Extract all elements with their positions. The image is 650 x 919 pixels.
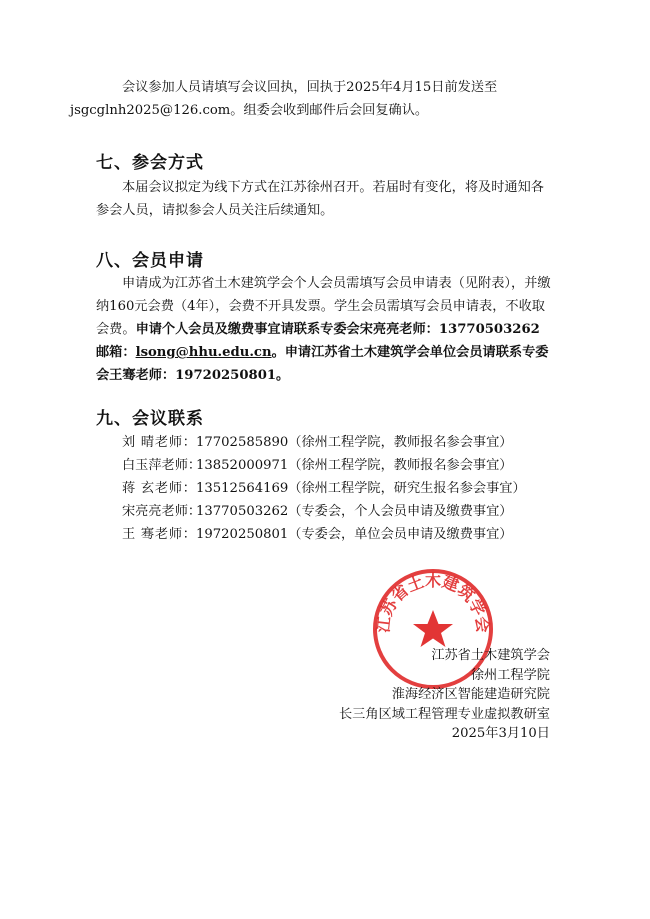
contact-detail: 13512564169（徐州工程学院，研究生报名参会事宜） xyxy=(196,481,526,496)
intro-line1: 会议参加人员请填写会议回执，回执于2025年4月15日前发送至 xyxy=(122,80,498,95)
signature-date: 2025年3月10日 xyxy=(451,726,550,741)
contact-name: 刘 晴老师： xyxy=(122,435,196,450)
contact-name: 蒋 玄老师： xyxy=(122,481,196,496)
section9-title: 九、会议联系 xyxy=(96,409,204,429)
section7-title: 七、参会方式 xyxy=(96,153,204,173)
contact-row xyxy=(122,525,512,545)
signature-block xyxy=(339,646,550,744)
star-icon xyxy=(413,610,453,647)
email-link[interactable]: lsong@hhu.edu.cn xyxy=(135,345,272,360)
contact-detail: 13852000971（徐州工程学院，教师报名参会事宜） xyxy=(196,458,513,473)
section8-plain: 申请成为江苏省土木建筑学会个人会员需填写会员申请表（见附表），并缴纳160元会费（4年），会费不开具发票。学生会员需填写会员申请表，不收取会费。 xyxy=(96,276,551,337)
seal-text: 江苏省土木建筑学会 xyxy=(373,571,493,634)
contact-name: 白玉萍老师： xyxy=(122,458,202,473)
signature-org4: 长三角区域工程管理专业虚拟教研室 xyxy=(339,706,550,722)
contact-row xyxy=(122,456,512,476)
intro-line2: jsgcglnh2025@126.com。组委会收到邮件后会回复确认。 xyxy=(70,103,429,118)
contact-detail: 17702585890（徐州工程学院，教师报名参会事宜） xyxy=(196,435,513,450)
contact-name: 宋亮亮老师： xyxy=(122,504,202,519)
contact-name: 王 骞老师： xyxy=(122,527,196,542)
signature-org2: 徐州工程学院 xyxy=(470,667,550,683)
contact-detail: 13770503262（专委会，个人会员申请及缴费事宜） xyxy=(196,504,513,519)
signature-org3: 淮海经济区智能建造研究院 xyxy=(391,687,550,702)
signature-org1: 江苏省土木建筑学会 xyxy=(431,648,550,663)
contact-row xyxy=(122,479,526,499)
contact-row xyxy=(122,502,512,522)
section8-text xyxy=(96,272,556,387)
section7-text: 本届会议拟定为线下方式在江苏徐州召开。若届时有变化，将及时通知各参会人员，请拟参会人员关注后续通知。 xyxy=(96,180,544,218)
contact-row xyxy=(122,433,512,453)
section8-title: 八、会员申请 xyxy=(96,251,204,271)
section8-bold-2: 。申请江苏省土木建筑学会单位会员请联系专委会王骞老师：19720250801。 xyxy=(96,345,549,383)
intro-paragraph xyxy=(70,76,556,122)
section8-bold-1: 申请个人会员及缴费事宜请联系专委会宋亮亮老师：13770503262 邮箱： xyxy=(96,322,540,360)
contact-detail: 19720250801（专委会，单位会员申请及缴费事宜） xyxy=(196,527,513,542)
